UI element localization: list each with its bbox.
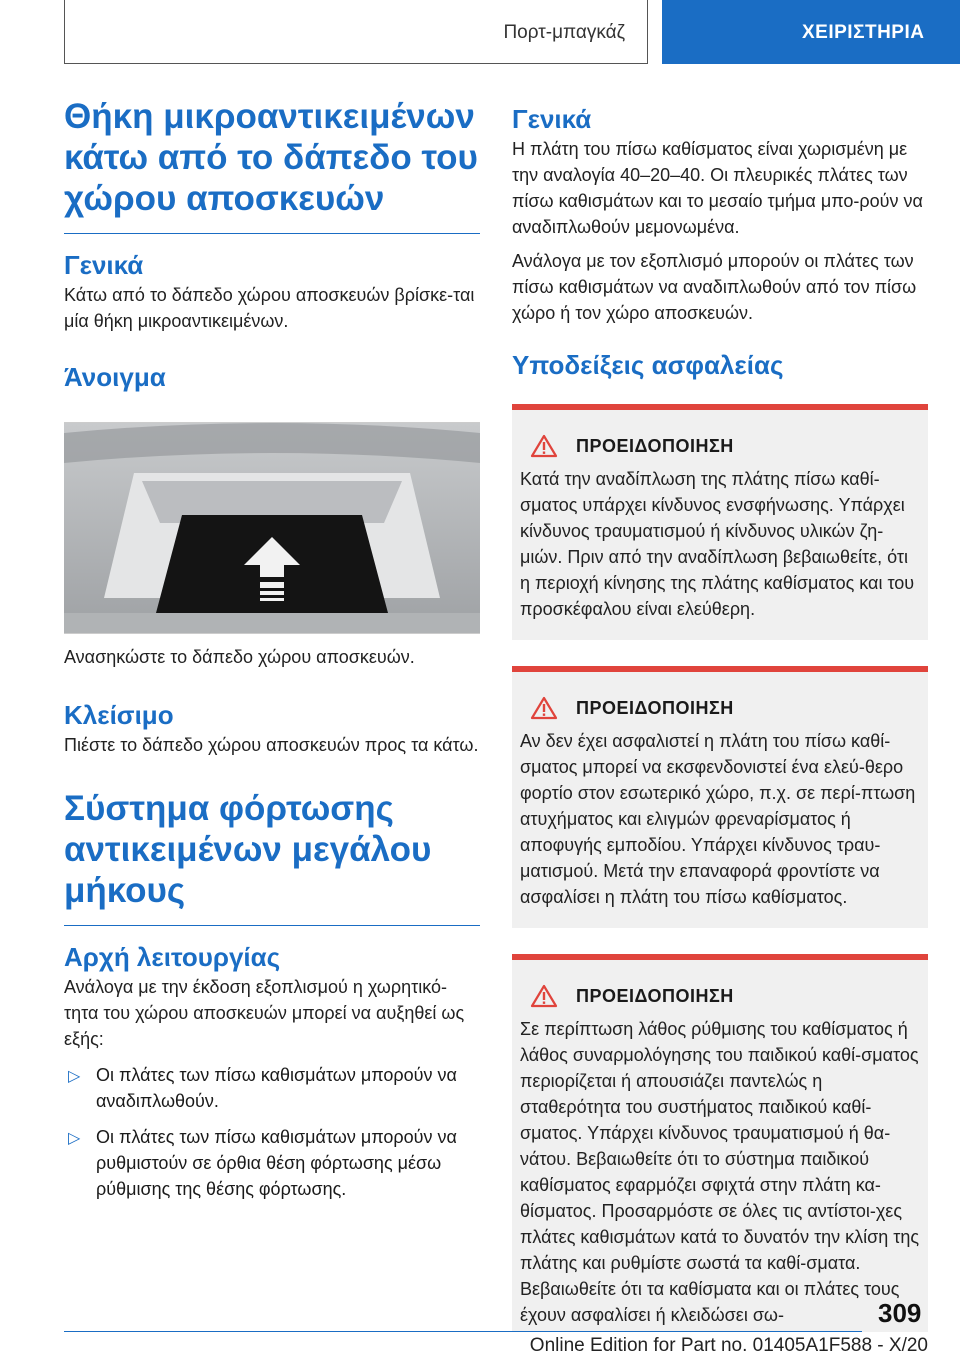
footer-edition-text: Online Edition for Part no. 01405A1F588 - X/20: [529, 1335, 928, 1356]
trunk-floor-illustration: [64, 423, 480, 633]
triangle-bullet-icon: ▷: [68, 1068, 81, 1085]
header-section-box: [64, 0, 648, 64]
paragraph-general: Κάτω από το δάπεδο χώρου αποσκευών βρίσκε-ται μία θήκη μικροαντικειμένων.: [64, 285, 475, 331]
header-chapter-tab[interactable]: ΧΕΙΡΙΣΤΗΡΙΑ: [662, 0, 960, 64]
paragraph-closing: Πιέστε το δάπεδο χώρου αποσκευών προς τα κάτω.: [64, 735, 479, 755]
warning-triangle-icon: [530, 984, 558, 1008]
warning-text: Κατά την αναδίπλωση της πλάτης πίσω καθί-σματος υπάρχει κίνδυνος ενσφήνωσης. Υπάρχει κίνδυνος τραυματισμού ή κίνδυνος υλικών ζη-μιών. Πριν από την αναδίπλωση βεβαιωθείτε, ότι η περιοχή κίνησης της πλάτης καθίσματος και του προσκέφαλου είναι ελεύθερη.: [520, 469, 915, 619]
warning-header: [520, 696, 920, 720]
heading-closing: Κλείσιμο: [64, 700, 174, 730]
list-item: [64, 1062, 480, 1114]
paragraph-principle: Ανάλογα με την έκδοση εξοπλισμού η χωρητικό-τητα του χώρου αποσκευών μπορεί να αυξηθεί ως εξής:: [64, 977, 465, 1049]
heading-general: Γενικά: [64, 250, 144, 280]
right-column: [512, 102, 928, 1332]
paragraph-general-2: Ανάλογα με τον εξοπλισμό μπορούν οι πλάτες των πίσω καθισμάτων να αναδιπλωθούν από τον πίσω χώρο ή τον χώρο αποσκευών.: [512, 251, 917, 323]
warning-title: ΠΡΟΕΙΔΟΠΟΙΗΣΗ: [576, 985, 734, 1006]
list-item-text: Οι πλάτες των πίσω καθισμάτων μπορούν να αναδιπλωθούν.: [96, 1065, 457, 1111]
warning-box: [512, 404, 928, 640]
warning-text: Σε περίπτωση λάθος ρύθμισης του καθίσματος ή λάθος συναρμολόγησης του παιδικού καθί-σματος περιορίζεται ή απουσιάζει παντελώς η σταθερότητα του συστήματος παιδικού καθί-σματος. Υπάρχει κίνδυνος τραυματισμού ή θα-νάτου. Βεβαιωθείτε ότι το σύστημα παιδικού καθίσματος εφαρμόζει σφιχτά στην πλάτη κα-θίσματος. Προσαρμόστε σε όλες τις αντίστοι-χες πλάτες καθισμάτων κατά το δυνατόν την κλίση της πλάτης και ρυθμίστε σωστά τα καθί-σματα. Βεβαιωθείτε ότι τα καθίσματα και οι πλάτες τους έχουν ασφαλίσει ή κλειδώσει σω-: [520, 1019, 920, 1325]
warning-header: [520, 434, 920, 458]
warning-triangle-icon: [530, 434, 558, 458]
heading-storage-compartment: Θήκη μικροαντικειμένων κάτω από το δάπεδο του χώρου αποσκευών: [64, 97, 478, 218]
header-section-title: Πορτ-μπαγκάζ: [503, 22, 625, 43]
heading-loading-system: Σύστημα φόρτωσης αντικειμένων μεγάλου μήκους: [64, 789, 432, 910]
paragraph-general-1: Η πλάτη του πίσω καθίσματος είναι χωρισμένη με την αναλογία 40–20–40. Οι πλευρικές πλάτες των πίσω καθισμάτων και το μεσαίο τμήμα μπο-ρούν να αναδιπλωθούν μεμονωμένα.: [512, 139, 923, 237]
left-column: [64, 96, 480, 1212]
warning-title: ΠΡΟΕΙΔΟΠΟΙΗΣΗ: [576, 697, 734, 718]
warning-title: ΠΡΟΕΙΔΟΠΟΙΗΣΗ: [576, 435, 734, 456]
warning-text: Αν δεν έχει ασφαλιστεί η πλάτη του πίσω καθί-σματος μπορεί να εκσφενδονιστεί ένα ελεύ-θερο φορτίο στον εσωτερικό χώρο, π.χ. σε περί-πτωση ατυχήματος και ελιγμών φρεναρίσματος ή αποφυγής εμποδίου. Υπάρχει κίνδυνος τραυ-ματισμού. Μετά την επαναφορά φροντίστε να ασφαλίσει η πλάτη του πίσω καθίσματος.: [520, 731, 916, 907]
loading-heading-block: [64, 788, 480, 926]
page-number: 309: [878, 1298, 922, 1328]
warning-header: [520, 984, 920, 1008]
heading-opening: Άνοιγμα: [64, 362, 166, 392]
heading-safety: Υποδείξεις ασφαλείας: [512, 350, 784, 380]
bullet-list: [64, 1062, 480, 1202]
trunk-floor-image: [64, 422, 480, 634]
triangle-bullet-icon: ▷: [68, 1130, 81, 1147]
image-caption: Ανασηκώστε το δάπεδο χώρου αποσκευών.: [64, 647, 415, 667]
warning-box: [512, 954, 928, 1332]
heading-principle: Αρχή λειτουργίας: [64, 942, 281, 972]
warning-triangle-icon: [530, 696, 558, 720]
heading-general-right: Γενικά: [512, 104, 592, 134]
warning-box: [512, 666, 928, 928]
list-item: [64, 1124, 480, 1202]
list-item-text: Οι πλάτες των πίσω καθισμάτων μπορούν να ρυθμιστούν σε όρθια θέση φόρτωσης μέσω ρύθμισης της θέσης φόρτωσης.: [96, 1127, 457, 1199]
storage-heading-block: [64, 96, 480, 234]
footer-divider: [64, 1331, 862, 1332]
